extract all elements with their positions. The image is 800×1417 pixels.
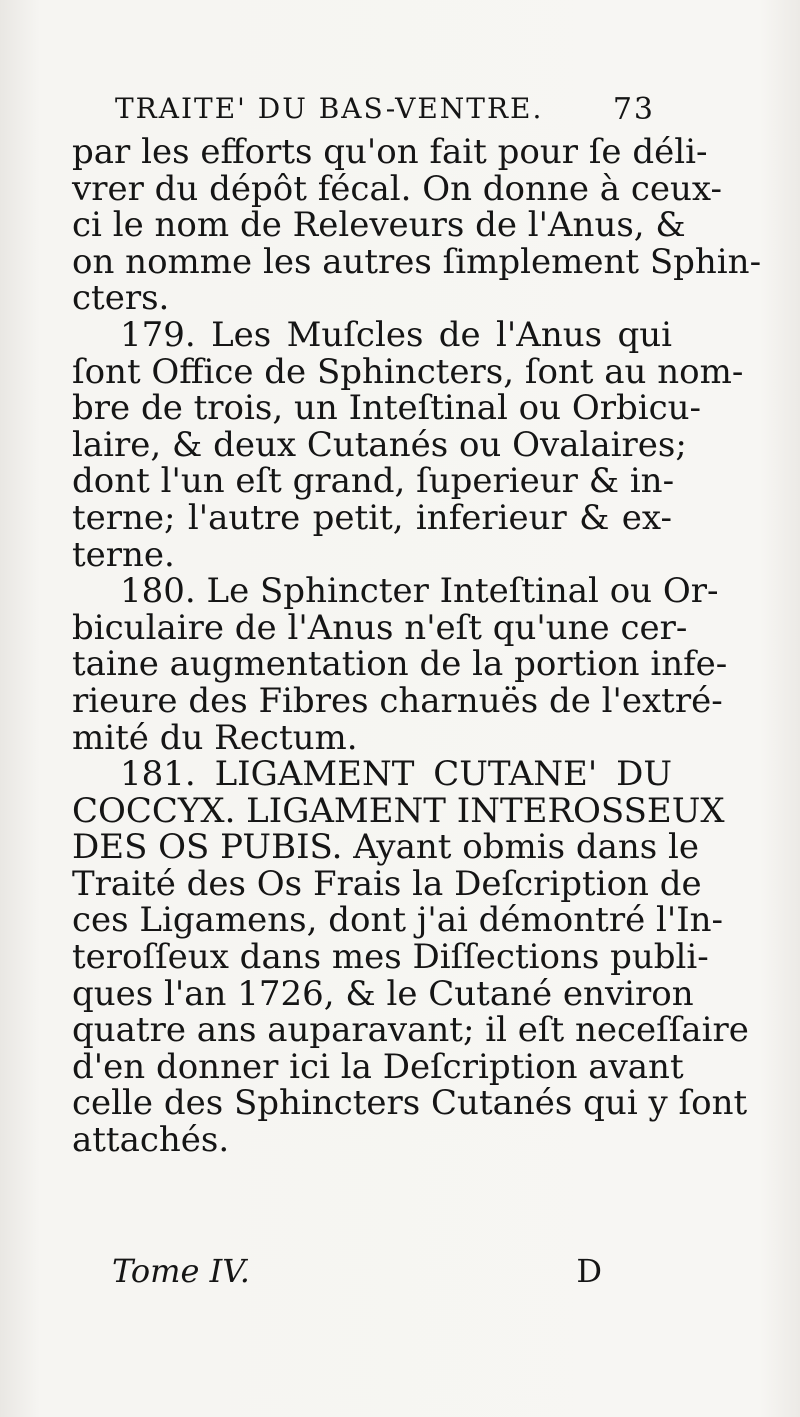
text-line: celle des Sphincters Cutanés qui y ſont: [72, 1083, 748, 1124]
page-footer: [112, 1252, 602, 1296]
text-line: par les efforts qu'on fait pour ſe déli-: [72, 132, 708, 172]
text-line: Traité des Os Frais la Deſcription de: [72, 863, 702, 904]
text-line: terne; l'autre petit, inferieur & ex-: [72, 497, 672, 538]
text-line: taine augmentation de la portion infe-: [72, 644, 728, 685]
text-line: quatre ans auparavant; il eſt neceſſaire: [72, 1010, 749, 1051]
text-line: biculaire de l'Anus n'eſt qu'une cer-: [72, 607, 688, 648]
text-line: dont l'un eſt grand, ſuperieur & in-: [72, 461, 675, 502]
text-line: bre de trois, un Inteſtinal ou Orbicu-: [72, 388, 702, 429]
body-text: [72, 132, 762, 1161]
text-line: laire, & deux Cutanés ou Ovalaires;: [72, 424, 687, 465]
signature-mark: D: [576, 1252, 602, 1290]
text-line: ques l'an 1726, & le Cutané environ: [72, 973, 694, 1014]
text-line: 181. LIGAMENT CUTANE' DU: [120, 754, 672, 795]
text-line: rieure des Fibres charnuës de l'extré-: [72, 680, 723, 721]
text-line: mité du Rectum.: [72, 717, 358, 758]
text-line: ces Ligamens, dont j'ai démontré l'In-: [72, 900, 724, 941]
text-line: ſont Office de Sphincters, ſont au nom-: [72, 351, 744, 392]
running-header: [115, 92, 655, 132]
text-line: vrer du dépôt fécal. On donne à ceux-: [72, 168, 722, 209]
text-line: COCCYX. LIGAMENT INTEROSSEUX: [72, 790, 725, 831]
text-line: on nomme les autres ſimplement Sphin-: [72, 241, 762, 282]
volume-label: Tome IV.: [112, 1252, 250, 1290]
text-line: cters.: [72, 278, 170, 319]
text-line: 180. Le Sphincter Inteſtinal ou Or-: [120, 571, 719, 612]
text-line: terne.: [72, 534, 175, 575]
text-line: DES OS PUBIS. Ayant obmis dans le: [72, 827, 700, 868]
text-line: 179. Les Muſcles de l'Anus qui: [120, 314, 672, 355]
page-number: 73: [612, 92, 655, 127]
text-line: attachés.: [72, 1120, 230, 1161]
text-line: d'en donner ici la Deſcription avant: [72, 1046, 684, 1087]
text-line: teroſſeux dans mes Diſſections publi-: [72, 937, 709, 978]
running-title: TRAITE' DU BAS-VENTRE.: [115, 92, 544, 125]
text-line: ci le nom de Releveurs de l'Anus, &: [72, 205, 686, 246]
